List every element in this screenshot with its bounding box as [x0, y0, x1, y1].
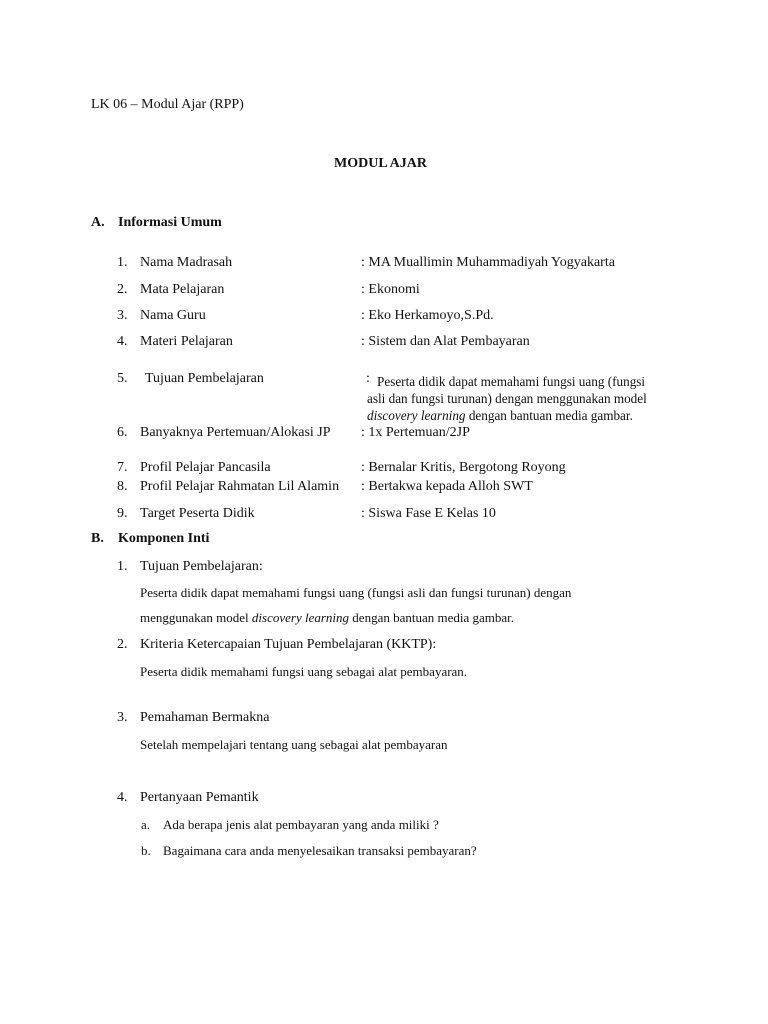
sub-letter: b. — [141, 843, 151, 858]
item-title: Tujuan Pembelajaran: — [140, 559, 263, 574]
body-text: dengan bantuan media gambar. — [349, 610, 515, 625]
section-b-letter: B. — [91, 531, 104, 546]
value-text: dengan bantuan media gambar. — [465, 408, 633, 423]
sub-question: Ada berapa jenis alat pembayaran yang anda miliki ? — [163, 817, 439, 832]
info-row-label: Nama Madrasah — [140, 255, 233, 270]
info-row-value: : Bernalar Kritis, Bergotong Royong — [361, 460, 566, 475]
item-title: Kriteria Ketercapaian Tujuan Pembelajaran (KKTP): — [140, 637, 437, 652]
info-row-number: 8. — [117, 479, 128, 494]
info-row-number: 3. — [117, 308, 128, 323]
info-row-label: Nama Guru — [140, 308, 206, 323]
item-number: 4. — [117, 790, 128, 805]
italic-term: discovery learning — [367, 408, 466, 423]
info-row-number: 6. — [117, 425, 128, 440]
info-row-value: : MA Muallimin Muhammadiyah Yogyakarta — [361, 255, 615, 270]
item-body — [140, 610, 514, 626]
info-row-value: : Bertakwa kepada Alloh SWT — [361, 479, 533, 494]
item-number: 3. — [117, 710, 128, 725]
item-title: Pertanyaan Pemantik — [140, 790, 259, 805]
sub-question: Bagaimana cara anda menyelesaikan transaksi pembayaran? — [163, 843, 477, 858]
item-body: Peserta didik dapat memahami fungsi uang (fungsi asli dan fungsi turunan) dengan — [140, 585, 572, 600]
info-row-label: Banyaknya Pertemuan/Alokasi JP — [140, 425, 331, 440]
info-row-value: : Sistem dan Alat Pembayaran — [361, 334, 530, 349]
value-line — [367, 407, 697, 424]
info-row-value — [377, 373, 697, 390]
info-row-label: Mata Pelajaran — [140, 282, 225, 297]
item-body: Peserta didik memahami fungsi uang sebagai alat pembayaran. — [140, 664, 468, 679]
info-row-value-continued — [367, 390, 697, 424]
info-row-number: 7. — [117, 460, 128, 475]
italic-term: discovery learning — [251, 610, 350, 625]
info-row-label: Target Peserta Didik — [140, 506, 255, 521]
body-text: menggunakan model — [140, 610, 252, 625]
section-b-heading: Komponen Inti — [118, 531, 210, 546]
item-title: Pemahaman Bermakna — [140, 710, 270, 725]
info-row-label: Profil Pelajar Pancasila — [140, 460, 271, 475]
info-row-number: 2. — [117, 282, 128, 297]
info-row-value: : Ekonomi — [361, 282, 420, 297]
section-a-heading: Informasi Umum — [118, 215, 222, 230]
info-row-colon: : — [366, 371, 370, 386]
info-row-number: 9. — [117, 506, 128, 521]
info-row-value: : 1x Pertemuan/2JP — [361, 425, 470, 440]
info-row-label: Tujuan Pembelajaran — [145, 371, 264, 386]
section-a-letter: A. — [91, 215, 105, 230]
info-row-number: 4. — [117, 334, 128, 349]
sub-letter: a. — [141, 817, 151, 832]
item-number: 1. — [117, 559, 128, 574]
info-row-value: : Eko Herkamoyo,S.Pd. — [361, 308, 494, 323]
value-line: Peserta didik dapat memahami fungsi uang (fungsi — [377, 374, 646, 389]
page-title: MODUL AJAR — [334, 156, 427, 171]
info-row-number: 1. — [117, 255, 128, 270]
info-row-number: 5. — [117, 371, 128, 386]
info-row-label: Profil Pelajar Rahmatan Lil Alamin — [140, 479, 340, 494]
item-number: 2. — [117, 637, 128, 652]
info-row-value: : Siswa Fase E Kelas 10 — [361, 506, 496, 521]
document-code: LK 06 – Modul Ajar (RPP) — [91, 97, 244, 112]
value-line: asli dan fungsi turunan) dengan menggunakan model — [367, 391, 647, 406]
info-row-label: Materi Pelajaran — [140, 334, 233, 349]
item-body: Setelah mempelajari tentang uang sebagai alat pembayaran — [140, 737, 448, 752]
